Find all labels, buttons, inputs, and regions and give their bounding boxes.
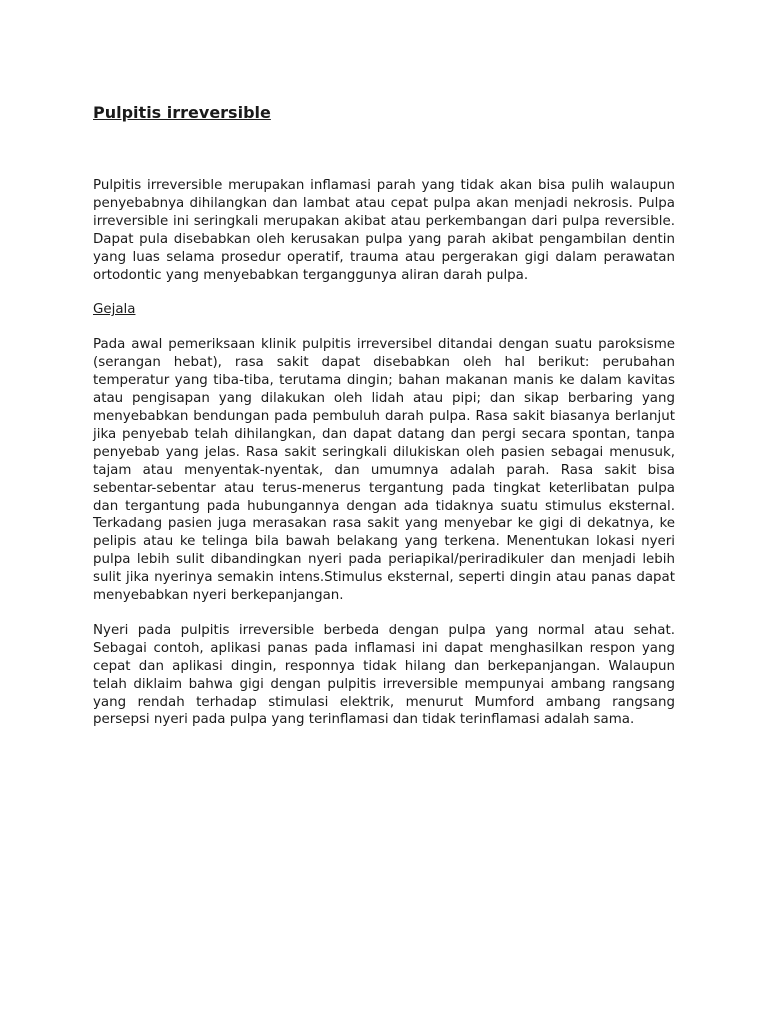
document-title: Pulpitis irreversible <box>93 103 271 122</box>
paragraph-definition: Pulpitis irreversible merupakan inflamasi parah yang tidak akan bisa pulih walaupun penyebabnya dihilangkan dan lambat atau cepat pulpa akan menjadi nekrosis. Pulpa irreversible ini seringkali merupakan akibat atau perkembangan dari pulpa reversible. Dapat pula disebabkan oleh kerusakan pulpa yang parah akibat pengambilan dentin yang luas selama prosedur operatif, trauma atau pergerakan gigi dalam perawatan ortodontic yang menyebabkan terganggunya aliran darah pulpa. <box>93 178 675 283</box>
section-heading-gejala: Gejala <box>93 302 136 318</box>
document-body <box>93 102 675 729</box>
paragraph-pain-response: Nyeri pada pulpitis irreversible berbeda dengan pulpa yang normal atau sehat. Sebagai contoh, aplikasi panas pada inflamasi ini dapat menghasilkan respon yang cepat dan aplikasi dingin, responnya tidak hilang dan berkepanjangan. Walaupun telah diklaim bahwa gigi dengan pulpitis irreversible mempunyai ambang rangsang yang rendah terhadap stimulasi elektrik, menurut Mumford ambang rangsang persepsi nyeri pada pulpa yang terinflamasi dan tidak terinflamasi adalah sama. <box>93 622 675 728</box>
paragraph-symptoms: Pada awal pemeriksaan klinik pulpitis irreversibel ditandai dengan suatu paroksisme (serangan hebat), rasa sakit dapat disebabkan oleh hal berikut: perubahan temperatur yang tiba-tiba, terutama dingin; bahan makanan manis ke dalam kavitas atau pengisapan yang dilakukan oleh lidah atau pipi; dan sikap berbaring yang menyebabkan bendungan pada pembuluh darah pulpa. Rasa sakit biasanya berlanjut jika penyebab telah dihilangkan, dan dapat datang dan pergi secara spontan, tanpa penyebab yang jelas. Rasa sakit seringkali dilukiskan oleh pasien sebagai menusuk, tajam atau menyentak-nyentak, dan umumnya adalah parah. Rasa sakit bisa sebentar-sebentar atau terus-menerus tergantung pada tingkat keterlibatan pulpa dan tergantung pada hubungannya dengan ada tidaknya suatu stimulus eksternal. Terkadang pasien juga merasakan rasa sakit yang menyebar ke gigi di dekatnya, ke pelipis atau ke telinga bila bawah belakang yang terkena. Menentukan lokasi nyeri pulpa lebih sulit dibandingkan nyeri pada periapikal/periradikuler dan menjadi lebih sulit jika nyerinya semakin intens.Stimulus eksternal, seperti dingin atau panas dapat menyebabkan nyeri berkepanjangan. <box>93 337 675 604</box>
